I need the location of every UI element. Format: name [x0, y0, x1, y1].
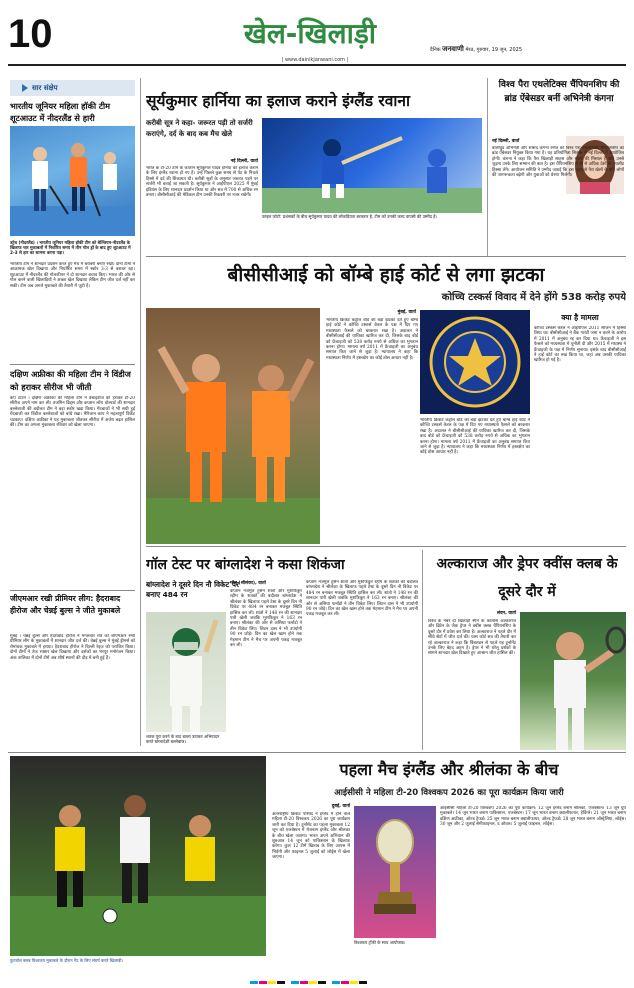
- top-story-subhead: करीबी सूत्र ने कहा- जरूरत पड़ी तो सर्जरी कराएंगे, दर्द के बाद कब मैच खेले: [146, 119, 253, 138]
- suryakumar-photo: [262, 118, 482, 213]
- para-story-dateline: नई दिल्ली, वार्ता: [492, 139, 520, 144]
- bangladesh-batsman-photo: [146, 612, 226, 732]
- sidebar-story3-body: मुंबई । चेन्नई बुल्स और हैदराबाद हीरोज ने मंगलवार रात को जीएमआर रग्बी प्रीमियर लीग के मुकाबलों में शानदार जीत दर्ज की। चेन्नई बुल्स ने मुंबई ड्रीमर्स को रोमांचक मुकाबले में हराया। हैदराबाद हीरोज ने दिल्ली रेड्ज को पराजित किया। दोनों टीमों ने तेज रफ्तार खेल दिखाया और दर्शकों का भरपूर मनोरंजन किया। अंक तालिका में दोनों टीमें अब शीर्ष स्थानों की दौड़ में बनी हुई हैं।: [10, 634, 135, 661]
- galle-right-rule: [422, 550, 423, 750]
- queens-story-headline: अल्काराज और ड्रेपर क्वींस क्लब के दूसरे दौर में: [436, 556, 618, 600]
- top-section-rule: [146, 256, 626, 257]
- bcci-story-dateline: मुंबई, वार्ता: [397, 310, 416, 315]
- wc-story-body: अंतरराष्ट्रीय क्रिकेट परिषद ने इंग्लैंड में होने वाले महिला टी-20 विश्वकप 2026 का पूरा कार्यक्रम जारी कर दिया है। टूर्नामेंट का पहला मुकाबला 12 जून को एजबेस्टन में मेजबान इंग्लैंड और श्रीलंका के बीच खेला जाएगा। भारत अपने अभियान की शुरुआत 14 जून को पाकिस्तान के खिलाफ करेगा। कुल 12 टीमें खिताब के लिए आपस में भिड़ेंगी और फाइनल 5 जुलाई को लॉर्ड्स में खेला जाएगा।: [272, 812, 350, 861]
- case-box-body: कोच्चि टस्कर्स केरल ने आईपीएल 2011 सीजन में हिस्सा लिया था। बीसीसीआई ने बैंक गारंटी जमा न करने के आरोप में 2011 में अनुबंध रद्द कर दिया था। फ्रेंचाइजी ने इस फैसले को मध्यस्थता में चुनौती दी और 2015 में मध्यस्थ ने फ्रेंचाइजी के पक्ष में निर्णय सुनाया। इसके बाद बीसीसीआई ने हाई कोर्ट का रुख किया था, जहां अब उसकी याचिका खारिज हो गई है।: [534, 326, 626, 364]
- football-match-photo: [10, 756, 266, 956]
- bcci-logo: [420, 310, 530, 414]
- paper-name: जनवाणी: [442, 45, 464, 53]
- bcci-story-body: भारतीय क्रिकेट कंट्रोल बोर्ड को बड़ा झटका देते हुए बॉम्बे हाई कोर्ट ने कोच्चि टस्कर्स केरल के पक्ष में दिए गए मध्यस्थता फैसले को बरकरार रखा है। अदालत ने बीसीसीआई की याचिका खारिज कर दी, जिसके बाद बोर्ड को फ्रेंचाइजी को 538 करोड़ रुपये से अधिक का भुगतान करना होगा। मामला वर्ष 2011 में फ्रेंचाइजी का अनुबंध समाप्त किए जाने से जुड़ा है। न्यायालय ने कहा कि मध्यस्थता निर्णय में हस्तक्षेप का कोई ठोस आधार नहीं है।: [326, 318, 418, 361]
- sidebar-divider-2: [10, 590, 135, 591]
- trophy-icon: [354, 806, 436, 938]
- kochi-tuskers-photo: [146, 308, 320, 544]
- sidebar-story1-body: भारतीय टीम ने शानदार प्रदर्शन करते हुए मैच में बराबरी बनाए रखी। दोनों टीमों ने आक्रामक खेल दिखाया और निर्धारित समय में स्कोर 3-3 से बराबर रहा। शूटआउट में नीदरलैंड की गोलकीपर ने दो शानदार बचाव किए। भारत की ओर से गोल करने वाली खिलाड़ियों ने अच्छा खेल दिखाया लेकिन टीम जीत दर्ज नहीं कर सकी। टीम अब अगले मुकाबले की तैयारी में जुटी है।: [10, 262, 135, 289]
- wc-story-subhead: आईसीसी ने महिला टी-20 विश्वकप 2026 का पूरा कार्यक्रम किया जारी: [334, 788, 564, 798]
- tennis-player-illustration: [520, 612, 626, 750]
- top-story-right-rule: [487, 78, 488, 256]
- top-story-caption: फाइल फोटो: प्रशंसकों के बीच सूर्यकुमार यादव की लोकप्रियता बरकरार है, टीम को उनकी जल्द वापसी की उम्मीद है।: [262, 214, 438, 219]
- bcci-story-body-cont: भारतीय क्रिकेट कंट्रोल बोर्ड को बड़ा झटका देते हुए बॉम्बे हाई कोर्ट ने कोच्चि टस्कर्स केरल के पक्ष में दिए गए मध्यस्थता फैसले को बरकरार रखा है। अदालत ने बीसीसीआई की याचिका खारिज कर दी, जिसके बाद बोर्ड को फ्रेंचाइजी को 538 करोड़ रुपये से अधिक का भुगतान करना होगा। मामला वर्ष 2011 में फ्रेंचाइजी का अनुबंध समाप्त किए जाने से जुड़ा है। न्यायालय ने कहा कि मध्यस्थता निर्णय में हस्तक्षेप का कोई ठोस आधार नहीं है।: [420, 418, 530, 456]
- sidebar-divider-1: [10, 364, 135, 365]
- sidebar-story3-headline: जीएमआर रखी प्रीमियर लीग: हैदराबाद हीरोज और चेन्नई बुल्स ने जीते मुकाबले: [10, 594, 121, 615]
- section-title: खेल-खिलाड़ी: [243, 17, 377, 50]
- wc-story-dateline: दुबई, वार्ता: [331, 804, 350, 809]
- hockey-players-illustration: [10, 126, 135, 236]
- galle-story-headline: गॉल टेस्ट पर बांग्लादेश ने कसा शिकंजा: [146, 557, 345, 573]
- galle-story-dateline: गॉल (श्रीलंका), वार्ता: [230, 581, 266, 586]
- edition-info: [430, 44, 620, 54]
- header-rule: [8, 64, 626, 66]
- color-registration-bar: [250, 974, 384, 984]
- bcci-bottom-rule: [146, 546, 626, 547]
- hockey-photo: [10, 126, 135, 236]
- para-story-body: बॉलीवुड अभिनेत्री और सांसद कंगना रनौत को विश्व पैरा एथलेटिक्स चैंपियनशिप का ब्रांड ऐंबेसडर नियुक्त किया गया है। यह प्रतियोगिता सितंबर में नई दिल्ली में आयोजित होगी। कंगना ने कहा कि पैरा खिलाड़ी साहस और संघर्ष की मिसाल हैं और उनसे जुड़ना उनके लिए सम्मान की बात है। इस चैंपियनशिप में सौ से अधिक देशों के एथलीट हिस्सा लेंगे। आयोजन समिति ने उम्मीद जताई कि इस पहल से पैरा खेलों के प्रति लोगों की जागरूकता बढ़ेगी और युवाओं को प्रेरणा मिलेगी।: [492, 146, 624, 179]
- bcci-emblem-icon: [420, 310, 530, 414]
- website-url: | www.dainikjanwani.com |: [281, 57, 349, 63]
- wc-trophy-photo: [354, 806, 436, 938]
- case-box-title: क्या है मामला: [561, 313, 599, 322]
- top-story-headline: सूर्यकुमार हार्निया का इलाज कराने इंग्लैंड रवाना: [146, 92, 411, 110]
- paper-prefix: दैनिक: [430, 47, 441, 53]
- page-number: 10: [8, 12, 53, 56]
- wc-story-headline: पहला मैच इंग्लैंड और श्रीलंका के बीच: [339, 760, 559, 779]
- football-photo-caption: फुटबॉल क्लब विश्वकप मुकाबले के दौरान गेंद के लिए संघर्ष करते खिलाड़ी।: [10, 958, 124, 963]
- queens-story-body: विश्व के नंबर दो खिलाड़ी स्पेन के कार्लोस अल्काराज और ब्रिटेन के जैक ड्रेपर ने क्वींस क्लब चैंपियनशिप के दूसरे दौर में प्रवेश कर लिया है। अल्काराज ने पहले दौर में सीधे सेटों में जीत दर्ज की। ग्रास कोर्ट सत्र की तैयारी कर रहे अल्काराज ने कहा कि विंबलडन से पहले यह टूर्नामेंट उनके लिए बेहद अहम है। ड्रेपर ने भी घरेलू दर्शकों के सामने शानदार खेल दिखाते हुए आसान जीत हासिल की।: [428, 619, 516, 657]
- galle-story-caption: शतक पूरा करने के बाद बल्ला उठाकर अभिवादन करते बांग्लादेशी बल्लेबाज।: [146, 734, 220, 745]
- players-celebrating-illustration: [146, 308, 320, 544]
- galle-story-body: कप्तान नजमुल हुसैन शांतो और मुशफिकुर रहीम के शतकों की बदौलत बांग्लादेश ने श्रीलंका के खिलाफ पहले टेस्ट के दूसरे दिन नौ विकेट पर 484 रन बनाकर मजबूत स्थिति हासिल कर ली। शांतो ने 148 रन की शानदार पारी खेली जबकि मुशफिकुर ने 163 रन बनाए। श्रीलंका की ओर से असिथा फर्नांडो ने तीन विकेट लिए। लिटन दास ने भी उपयोगी 90 रन जोड़े। दिन का खेल खत्म होने तक मेहमान टीम ने मैच पर अपनी पकड़ मजबूत कर ली।: [230, 589, 302, 649]
- queens-story-dateline: लंदन, वार्ता: [496, 611, 516, 616]
- edition-date: मेरठ, गुरुवार, 19 जून, 2025: [465, 47, 523, 53]
- top-story-body: भारत के टी-20 टीम के कप्तान सूर्यकुमार यादव हर्निया का इलाज कराने के लिए इंग्लैंड रवाना हो गए हैं। उन्हें पिछले कुछ समय से पेट के निचले हिस्से में दर्द की शिकायत थी। करीबी सूत्रों के अनुसार जरूरत पड़ने पर सर्जरी भी कराई जा सकती है। सूर्यकुमार ने आईपीएल 2025 में मुंबई इंडियंस के लिए शानदार प्रदर्शन किया था और सत्र में 700 से अधिक रन बनाए। बीसीसीआई की मेडिकल टीम उनकी रिकवरी पर नजर रखेगी।: [146, 166, 258, 199]
- sidebar-story2-body: केप टाउन । दक्षिण अफ्रीका की महिला टीम ने वेस्टइंडीज को हराकर टी-20 सीरीज अपने नाम कर ली। तजमिन ब्रिट्स और कप्तान लॉरा वोल्वार्ट की शानदार बल्लेबाजी की बदौलत टीम ने बड़ा स्कोर खड़ा किया। गेंदबाजों ने भी सधी हुई गेंदबाजी कर विंडीज बल्लेबाजों को बांधे रखा। मैरिजान काप ने महत्वपूर्ण विकेट चटकाए। दक्षिण अफ्रीका ने यह मुकाबला जीतकर सीरीज में अजेय बढ़त हासिल की। टीम का अगला मुकाबला रविवार को खेला जाएगा।: [10, 396, 135, 429]
- top-story-dateline: नई दिल्ली, वार्ता: [230, 159, 258, 164]
- para-story-headline: विश्व पैरा एथलेटिक्स चैंपियनशिप की ब्रांड ऐंबेसडर बनीं अभिनेत्री कंगना: [498, 80, 620, 104]
- galle-story-body-col2: कप्तान नजमुल हुसैन शांतो और मुशफिकुर रहीम के शतकों की बदौलत बांग्लादेश ने श्रीलंका के खिलाफ पहले टेस्ट के दूसरे दिन नौ विकेट पर 484 रन बनाकर मजबूत स्थिति हासिल कर ली। शांतो ने 148 रन की शानदार पारी खेली जबकि मुशफिकुर ने 163 रन बनाए। श्रीलंका की ओर से असिथा फर्नांडो ने तीन विकेट लिए। लिटन दास ने भी उपयोगी 90 रन जोड़े। दिन का खेल खत्म होने तक मेहमान टीम ने मैच पर अपनी पकड़ मजबूत कर ली।: [306, 580, 418, 618]
- sidebar-label-box: [10, 80, 135, 96]
- mid-bottom-rule: [8, 752, 626, 753]
- batsman-illustration: [262, 118, 482, 213]
- sidebar-story1-headline: भारतीय जूनियर महिला हॉकी टीम शूटआउट में नीदरलैंड से हारी: [10, 101, 111, 123]
- wc-trophy-caption: विश्वकप ट्रॉफी के साथ आयोजक।: [354, 940, 406, 945]
- bcci-story-headline: बीसीसीआई को बॉम्बे हाई कोर्ट से लगा झटका: [227, 264, 545, 286]
- batsman-helmet-illustration: [146, 612, 226, 732]
- sidebar-story1-caption: उट्रेच (नीदरलैंड) । भारतीय जूनियर महिला हॉकी टीम को बेल्जियम-नीदरलैंड के खिलाफ चार मुकाबलों में निर्धारित समय में तीन गोल ड्रॉ के बाद हुए शूटआउट में 2-3 से हार का सामना करना पड़ा।: [10, 240, 131, 256]
- sidebar-label: सार संक्षेप: [32, 84, 58, 92]
- sidebar-story2-headline: दक्षिण अफ्रीका की महिला टीम ने विंडीज को हराकर सीरीज भी जीती: [10, 369, 131, 392]
- sidebar-column-rule: [140, 78, 141, 746]
- sidebar-label-arrow: [22, 84, 28, 92]
- alcaraz-photo: [520, 612, 626, 750]
- football-players-illustration: [10, 756, 266, 956]
- bcci-story-subhead: कोच्चि टस्कर्स विवाद में देने होंगे 538 करोड़ रुपये: [441, 292, 626, 303]
- galle-story-subhead: बांग्लादेश ने दूसरे दिन नौ विकेट पर बनाए 484 रन: [146, 580, 239, 599]
- wc-schedule: आईसीसी महिला टी-20 विश्वकप 2026 का पूरा कार्यक्रम: 12 जून इंग्लैंड बनाम श्रीलंका, एजबेस्टन। 13 जून ग्रुप मुकाबले। 14 जून भारत बनाम पाकिस्तान, एजबेस्टन। 17 जून भारत बनाम क्वालीफायर, हेडिंग्ले। 21 जून भारत बनाम दक्षिण अफ्रीका, ओल्ड ट्रैफर्ड। 25 जून भारत बनाम क्वालीफायर, ओल्ड ट्रैफर्ड। 28 जून भारत बनाम ऑस्ट्रेलिया, लॉर्ड्स। 30 जून और 2 जुलाई सेमीफाइनल, द ओवल। 5 जुलाई फाइनल, लॉर्ड्स।: [440, 806, 626, 828]
